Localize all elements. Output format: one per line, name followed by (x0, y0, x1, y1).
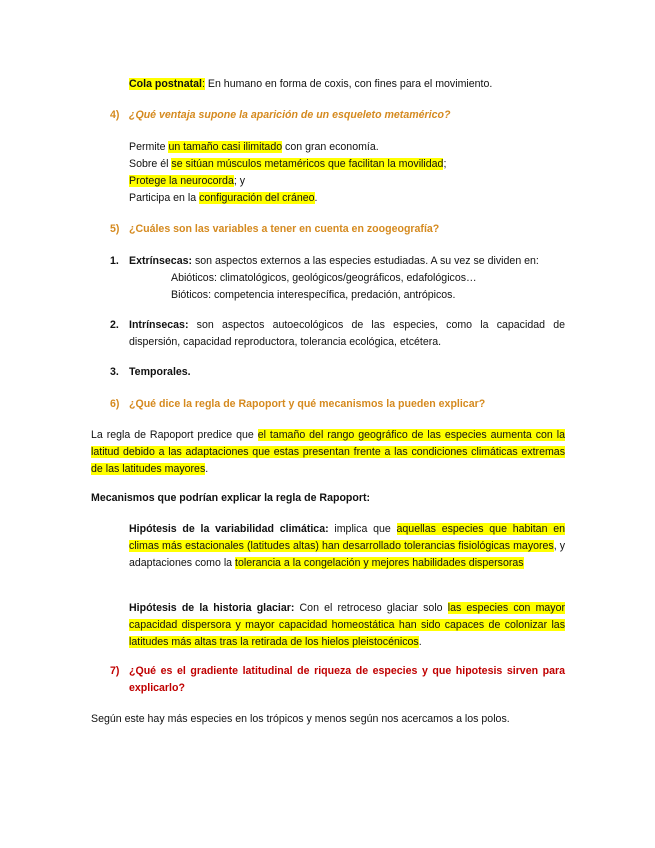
a4-l4-highlight: configuración del cráneo (199, 192, 315, 204)
question-4-number: 4) (110, 109, 120, 121)
final-paragraph: Según este hay más especies en los trópicos y menos según nos acercamos a los polos. (91, 713, 510, 725)
question-5-text: ¿Cuáles son las variables a tener en cuenta en zoogeografía? (129, 223, 440, 235)
a4-l4-post: . (314, 192, 318, 204)
rapoport-pre: La regla de Rapoport predice que (91, 429, 258, 441)
list-item-2-number: 2. (110, 319, 119, 331)
question-7-number: 7) (110, 665, 120, 677)
answer-4-line-2 (129, 156, 446, 173)
question-6-text: ¿Qué dice la regla de Rapoport y qué mecanismos la pueden explicar? (129, 398, 486, 410)
list-item-1-sub-bioticos: Bióticos: competencia interespecífica, predación, antrópicos. (171, 289, 456, 301)
a4-l1-highlight: un tamaño casi ilimitado (168, 141, 283, 153)
list-item-1-line (129, 253, 539, 270)
hip1-mid: , y adaptaciones como la (129, 540, 566, 569)
list-item-2-paragraph (129, 317, 565, 351)
list-item-1-sub-abioticos: Abióticos: climatológicos, geológicos/geográficos, edafológicos… (171, 272, 477, 284)
a4-l3-highlight: Protege la neurocorda (129, 175, 234, 187)
a4-l2-pre: Sobre él (129, 158, 172, 170)
hip1-label: Hipótesis de la variabilidad climática: (129, 523, 329, 535)
a4-l4-pre: Participa en la (129, 192, 200, 204)
hipotesis-historia-glaciar (129, 600, 565, 651)
answer-4-line-1 (129, 139, 379, 156)
hip2-post: . (418, 636, 422, 648)
cola-colon: : (202, 78, 205, 90)
list-item-1-label: Extrínsecas: (129, 255, 193, 267)
hip2-label: Hipótesis de la historia glaciar: (129, 602, 295, 614)
hip2-highlight: las especies con mayor capacidad dispersora y mayor capacidad homeostática han sido capaces de colonizar las latitudes más altas tras la retirada de los hielos pleistocénicos (129, 602, 566, 648)
answer-4-line-3 (129, 173, 245, 190)
cola-label: Cola postnatal (129, 78, 202, 90)
list-item-1-number: 1. (110, 255, 119, 267)
answer-4-line-4 (129, 190, 317, 207)
rapoport-highlight: el tamaño del rango geográfico de las especies aumenta con la latitud debido a las adaptaciones que estas presentan frente a las condiciones climáticas extremas de las latitudes mayores (91, 429, 565, 475)
a4-l2-highlight: se sitúan músculos metaméricos que facilitan la movilidad (171, 158, 444, 170)
question-6-number: 6) (110, 398, 120, 410)
list-item-3-label: Temporales. (129, 366, 191, 378)
hip1-highlight-1: aquellas especies que habitan en climas más estacionales (latitudes altas) han desarrollado tolerancias fisiológicas mayores (129, 523, 565, 552)
list-item-2-text: son aspectos autoecológicos de las especies, como la capacidad de dispersión, capacidad reproductora, tolerancia ecológica, etcétera. (129, 319, 565, 348)
a4-l3-post: ; y (233, 175, 246, 187)
a4-l1-post: con gran economía. (282, 141, 379, 153)
rapoport-paragraph (91, 427, 565, 478)
question-5-number: 5) (110, 223, 120, 235)
list-item-3-number: 3. (110, 366, 119, 378)
rapoport-post: . (205, 463, 209, 475)
a4-l1-pre: Permite (129, 141, 169, 153)
hip2-pre: Con el retroceso glaciar solo (294, 602, 448, 614)
a4-l2-post: ; (443, 158, 447, 170)
hipotesis-variabilidad-climatica (129, 521, 565, 572)
cola-paragraph (129, 76, 492, 93)
list-item-1-text: son aspectos externos a las especies estudiadas. A su vez se dividen en: (192, 255, 539, 267)
mecanismos-title: Mecanismos que podrían explicar la regla de Rapoport: (91, 492, 371, 504)
question-7-text: ¿Qué es el gradiente latitudinal de riqueza de especies y que hipotesis sirven para explicarlo? (129, 665, 565, 694)
cola-text: En humano en forma de coxis, con fines para el movimiento. (204, 78, 493, 90)
hip1-highlight-2: tolerancia a la congelación y mejores habilidades dispersoras (235, 557, 524, 569)
list-item-2-label: Intrínsecas: (129, 319, 189, 331)
question-4-text: ¿Qué ventaja supone la aparición de un esqueleto metamérico? (129, 109, 451, 121)
hip1-pre: implica que (328, 523, 397, 535)
